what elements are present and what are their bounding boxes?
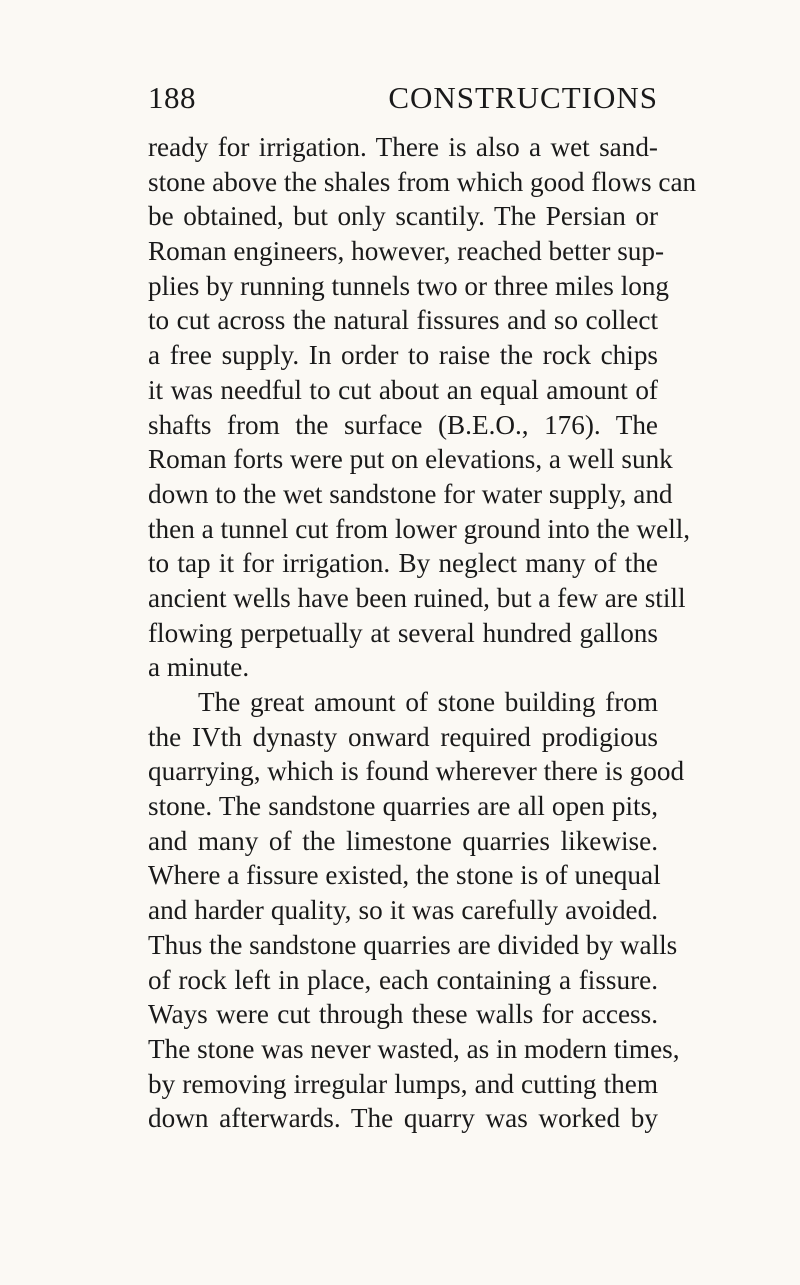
running-head: CONSTRUCTIONS — [388, 80, 658, 115]
page-header — [148, 78, 658, 118]
text-line: plies by running tunnels two or three miles long — [148, 270, 670, 301]
text-line: then a tunnel cut from lower ground into the well, — [148, 513, 691, 544]
text-line: down afterwards. The quarry was worked by — [148, 1103, 658, 1134]
text-line: flowing perpetually at several hundred gallons — [148, 617, 658, 648]
text-line: be obtained, but only scantily. The Persian or — [148, 201, 658, 232]
text-line: Roman forts were put on elevations, a well sunk — [148, 444, 673, 475]
text-line: the IVth dynasty onward required prodigious — [148, 721, 658, 752]
text-line: ancient wells have been ruined, but a few are still — [148, 582, 686, 613]
text-line: Ways were cut through these walls for access. — [148, 999, 658, 1030]
text-line: of rock left in place, each containing a fissure. — [148, 964, 658, 995]
text-line: down to the wet sandstone for water supply, and — [148, 478, 673, 509]
text-line: Where a fissure existed, the stone is of unequal — [148, 860, 661, 891]
text-line: a free supply. In order to raise the rock chips — [148, 340, 658, 371]
body-text — [148, 130, 697, 1136]
text-line-paragraph-end: a minute. — [148, 652, 250, 683]
text-line: stone above the shales from which good flows can — [148, 166, 697, 197]
text-line: ready for irrigation. There is also a wet sand- — [148, 132, 658, 162]
text-line: to tap it for irrigation. By neglect many of the — [148, 548, 658, 579]
text-line: stone. The sandstone quarries are all open pits, — [148, 791, 658, 822]
text-line: The stone was never wasted, as in modern times, — [148, 1033, 680, 1064]
text-line: Roman engineers, however, reached better sup- — [148, 236, 665, 267]
text-line: and harder quality, so it was carefully avoided. — [148, 895, 658, 926]
text-line: by removing irregular lumps, and cutting them — [148, 1068, 658, 1099]
text-line: quarrying, which is found wherever there is good — [148, 756, 685, 787]
text-line: it was needful to cut about an equal amount of — [148, 374, 658, 405]
text-line: shafts from the surface (B.E.O., 176). The — [148, 409, 658, 440]
text-line: and many of the limestone quarries likewise. — [148, 825, 658, 856]
text-line: to cut across the natural fissures and so collect — [148, 305, 658, 336]
page-number: 188 — [148, 80, 196, 115]
text-line-paragraph-start: The great amount of stone building from — [198, 687, 658, 717]
text-line: Thus the sandstone quarries are divided by walls — [148, 929, 678, 960]
